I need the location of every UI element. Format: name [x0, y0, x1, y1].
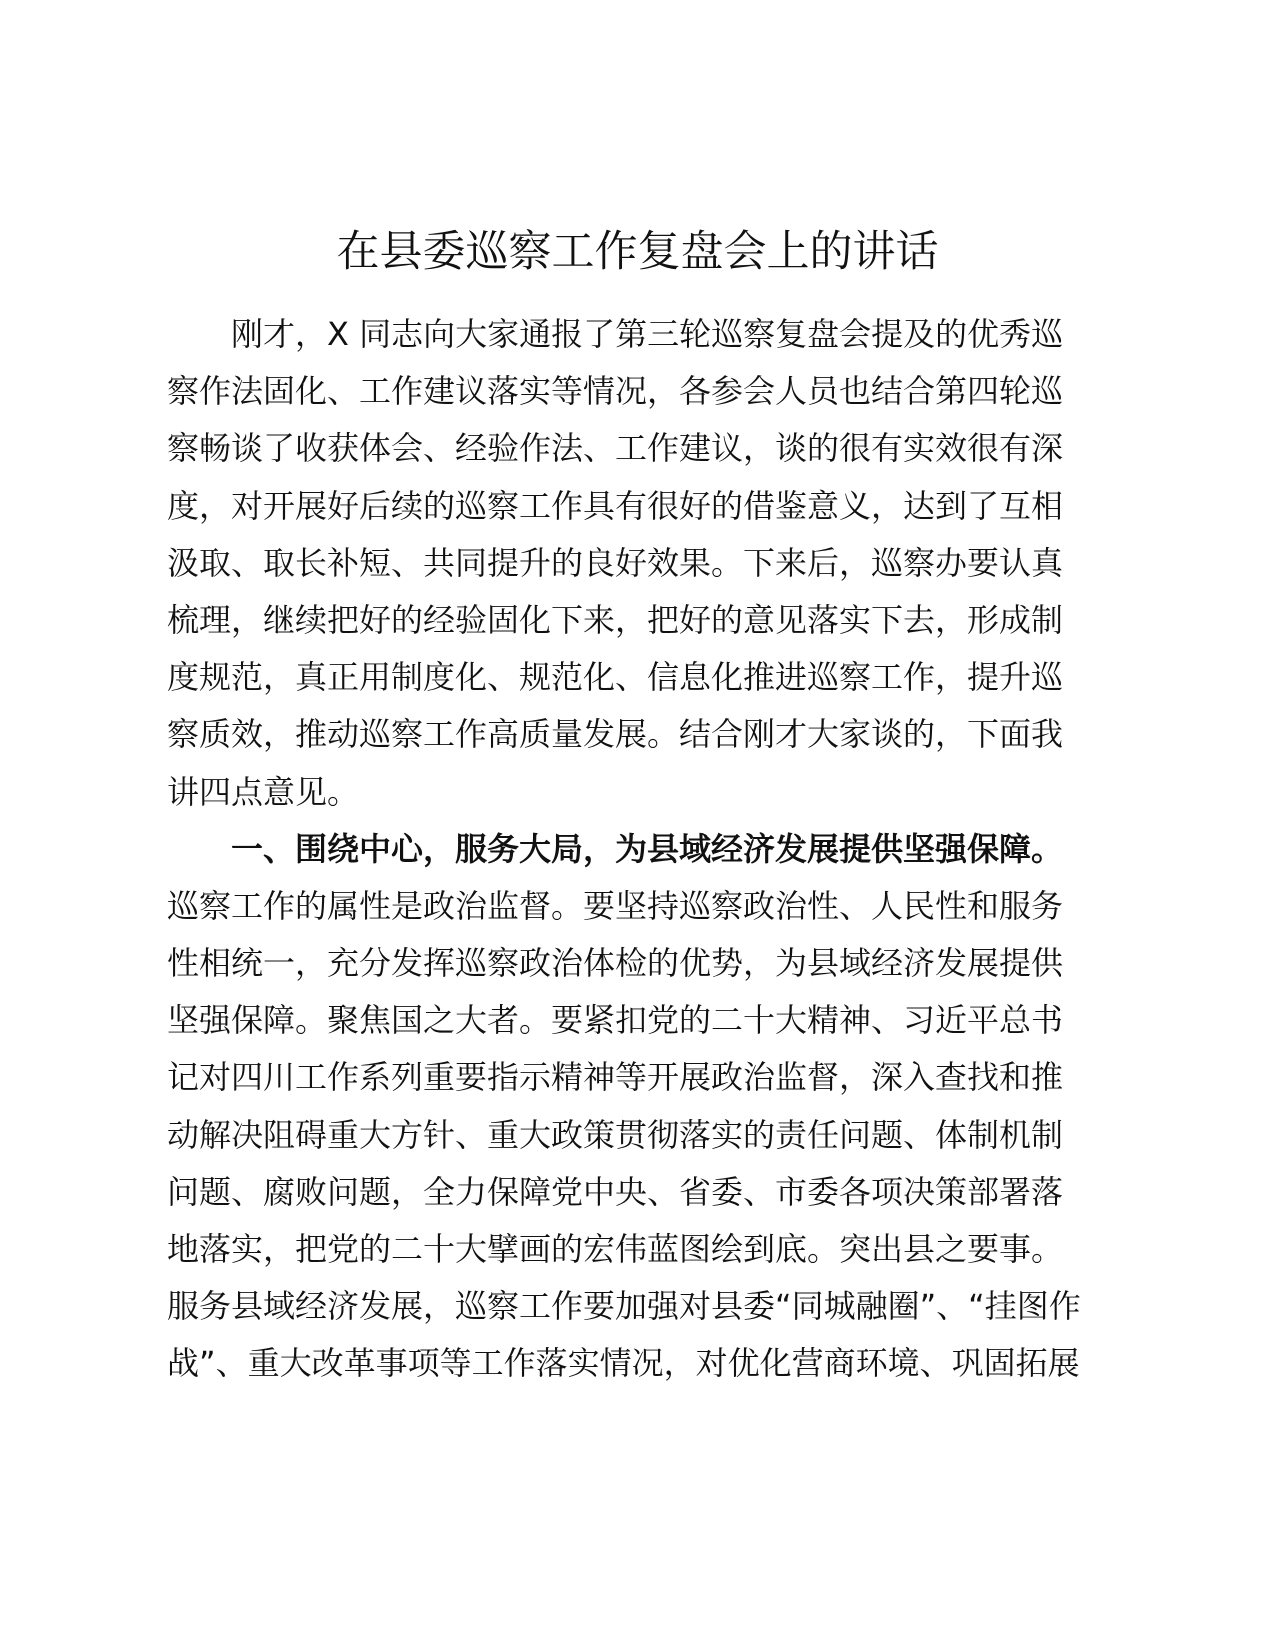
paragraph-line: 问题、腐败问题，全力保障党中央、省委、市委各项决策部署落: [167, 1172, 1064, 1211]
paragraph-line: 记对四川工作系列重要指示精神等开展政治监督，深入查找和推: [167, 1058, 1064, 1097]
paragraph-line: 讲四点意见。: [167, 772, 360, 811]
document-body: [167, 306, 1127, 1393]
paragraph-line: 服务县域经济发展，巡察工作要加强对县委“同城融圈”、“挂图作: [167, 1287, 1081, 1326]
section-heading-line: 一、围绕中心，服务大局，为县域经济发展提供坚强保障。: [231, 829, 1064, 868]
paragraph-line: 地落实，把党的二十大擘画的宏伟蓝图绘到底。突出县之要事。: [167, 1230, 1064, 1268]
paragraph-line: 动解决阻碍重大方针、重大政策贯彻落实的责任问题、体制机制: [167, 1115, 1064, 1154]
paragraph-line: 梳理，继续把好的经验固化下来，把好的意见落实下去，形成制: [167, 600, 1064, 639]
paragraph-line: 巡察工作的属性是政治监督。要坚持巡察政治性、人民性和服务: [167, 886, 1064, 925]
paragraph-line: 察质效，推动巡察工作高质量发展。结合刚才大家谈的，下面我: [167, 715, 1064, 754]
paragraph-line: 坚强保障。聚焦国之大者。要紧扣党的二十大精神、习近平总书: [167, 1001, 1064, 1040]
paragraph-line: 度，对开展好后续的巡察工作具有很好的借鉴意义，达到了互相: [167, 486, 1064, 525]
paragraph-line: 性相统一，充分发挥巡察政治体检的优势，为县域经济发展提供: [167, 944, 1064, 983]
paragraph-line: 察作法固化、工作建议落实等情况，各参会人员也结合第四轮巡: [167, 372, 1064, 411]
paragraph-line: 刚才，X 同志向大家通报了第三轮巡察复盘会提及的优秀巡: [231, 315, 1064, 353]
paragraph-line: 察畅谈了收获体会、经验作法、工作建议，谈的很有实效很有深: [167, 429, 1064, 468]
document-title: 在县委巡察工作复盘会上的讲话: [336, 227, 939, 277]
paragraph-line: 度规范，真正用制度化、规范化、信息化推进巡察工作，提升巡: [167, 658, 1064, 697]
paragraph-line: 战”、重大改革事项等工作落实情况，对优化营商环境、巩固拓展: [167, 1344, 1080, 1383]
paragraph-line: 汲取、取长补短、共同提升的良好效果。下来后，巡察办要认真: [167, 543, 1064, 582]
